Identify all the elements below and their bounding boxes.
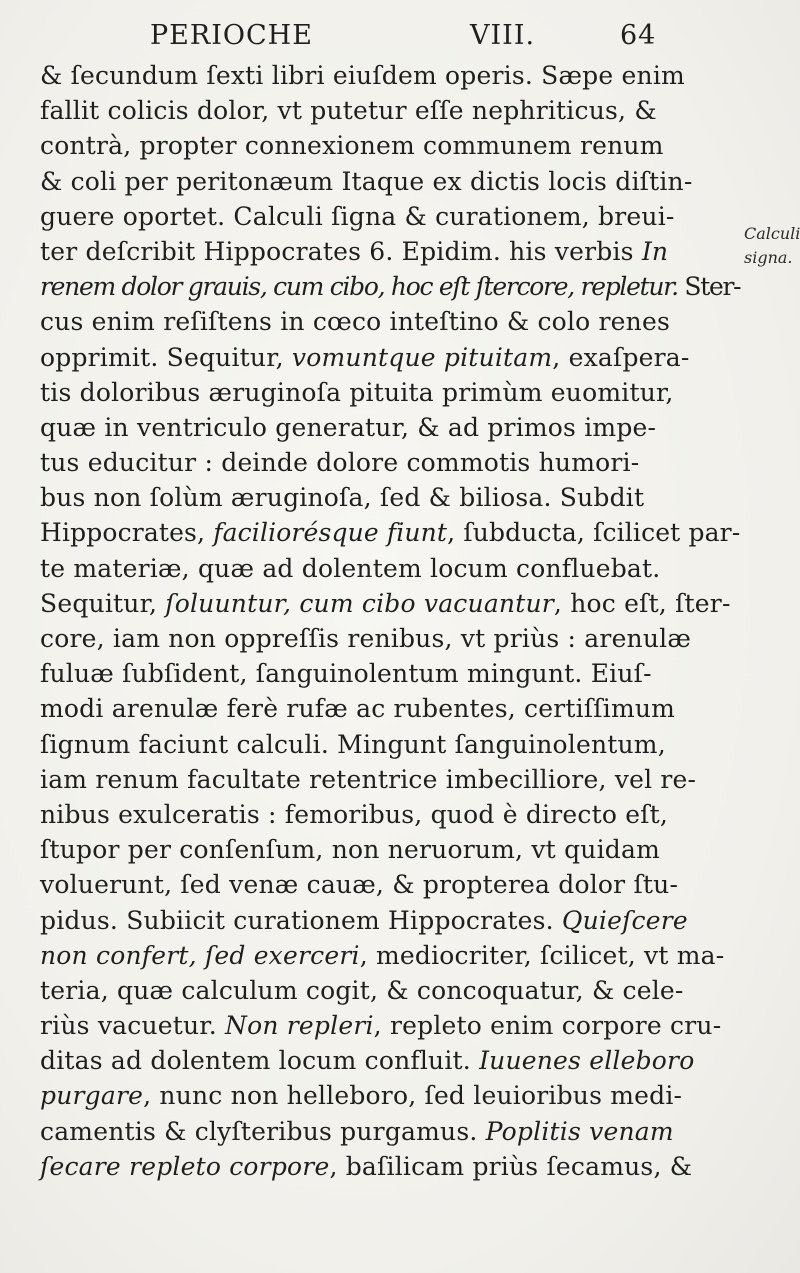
text-line: [40, 1008, 740, 1043]
text-run: nibus exulceratis : femoribus, quod è directo eſt,: [40, 799, 669, 829]
text-line: [40, 410, 740, 445]
text-line: [40, 551, 740, 586]
text-run: cus enim reſiſtens in cœco inteſtino & colo renes: [40, 307, 671, 337]
margin-note-line: Calculi: [744, 224, 800, 243]
text-line: [40, 58, 740, 93]
text-line: [40, 621, 740, 656]
text-line: [40, 515, 740, 550]
text-line: [40, 480, 740, 515]
running-header: [150, 20, 670, 60]
text-run: core, iam non oppreſſis renibus, vt priùs : arenulæ: [40, 624, 692, 653]
section-number: VIII.: [470, 20, 536, 51]
running-title: PERIOCHE: [150, 20, 313, 51]
text-run: riùs vacuetur.: [40, 1011, 225, 1041]
text-line: [40, 938, 740, 973]
italic-text-run: Non repleri: [225, 1011, 374, 1041]
text-run: fallit colicis dolor, vt putetur eſſe nephriticus, &: [40, 96, 657, 126]
text-line: [40, 903, 740, 938]
text-line: [40, 586, 740, 621]
italic-text-run: ſoluuntur, cum cibo vacuantur: [165, 588, 554, 618]
text-run: opprimit. Sequitur,: [40, 342, 292, 372]
text-run: quæ in ventriculo generatur, & ad primos impe-: [40, 412, 657, 442]
text-line: [40, 656, 740, 691]
text-line: [40, 234, 740, 269]
text-line: [40, 867, 740, 902]
text-line: [40, 727, 740, 762]
text-line: [40, 762, 740, 797]
text-line: [40, 1078, 740, 1113]
text-run: Hippocrates,: [40, 518, 214, 548]
text-run: contrà, propter connexionem communem renum: [40, 131, 664, 161]
italic-text-run: Poplitis venam: [485, 1116, 674, 1146]
italic-text-run: ſecare repleto corpore: [40, 1151, 330, 1181]
italic-text-run: vomuntque pituitam: [291, 342, 553, 372]
text-run: modi arenulæ ferè rufæ ac rubentes, certiſſimum: [40, 694, 676, 724]
text-line: [40, 164, 740, 199]
text-line: [40, 199, 740, 234]
text-line: [40, 691, 740, 726]
italic-text-run: Iuuenes elleboro: [479, 1046, 695, 1076]
margin-note: [744, 222, 800, 270]
text-run: bus non ſolùm æruginoſa, ſed & biliosa. Subdit: [40, 483, 645, 513]
text-run: , repleto enim corpore cru-: [373, 1011, 722, 1041]
text-line: [40, 304, 740, 339]
text-run: teria, quæ calculum cogit, & concoquatur, & cele-: [40, 975, 684, 1005]
text-line: [40, 1114, 740, 1149]
text-run: , nunc non helleboro, ſed leuioribus medi-: [143, 1081, 683, 1111]
text-run: , hoc eſt, ſter-: [553, 588, 731, 618]
text-line: [40, 832, 740, 867]
text-line: [40, 340, 740, 375]
text-run: Sequitur,: [40, 588, 166, 618]
italic-text-run: In: [641, 236, 669, 266]
text-run: fuluæ ſubſident, ſanguinolentum mingunt. Eiuſ-: [40, 659, 652, 689]
text-line: [40, 445, 740, 480]
italic-text-run: Quieſcere: [561, 905, 688, 935]
page-number: 64: [620, 20, 657, 51]
text-run: te materiæ, quæ ad dolentem locum confluebat.: [40, 553, 661, 583]
text-run: ſtupor per conſenſum, non neruorum, vt quidam: [40, 835, 660, 865]
text-run: , mediocriter, ſcilicet, vt ma-: [359, 940, 725, 970]
text-run: camentis & clyſteribus purgamus.: [40, 1116, 486, 1146]
text-run: iam renum facultate retentrice imbecilliore, vel re-: [40, 764, 697, 794]
margin-note-line: signa.: [744, 248, 793, 267]
text-line: [40, 269, 740, 304]
text-line: [40, 375, 740, 410]
text-run: & coli per peritonæum Itaque ex dictis locis diſtin-: [40, 166, 693, 196]
text-line: [40, 797, 740, 832]
italic-text-run: non confert, ſed exerceri: [40, 940, 360, 970]
text-run: ter deſcribit Hippocrates 6. Epidim. his verbis: [40, 236, 642, 266]
text-line: [40, 128, 740, 163]
body-text: [40, 58, 740, 1184]
text-line: [40, 1043, 740, 1078]
text-run: guere oportet. Calculi ſigna & curationem, breui-: [40, 201, 675, 231]
text-run: , ſubducta, ſcilicet par-: [447, 518, 741, 548]
italic-text-run: renem dolor grauis, cum cibo, hoc eſt ſtercore, repletur.: [40, 272, 678, 302]
text-run: , baſilicam priùs ſecamus, &: [329, 1151, 693, 1181]
text-run: ſignum faciunt calculi. Mingunt ſanguinolentum,: [40, 729, 666, 759]
text-run: tus educitur : deinde dolore commotis humori-: [40, 448, 640, 478]
text-run: ditas ad dolentem locum confluit.: [40, 1046, 480, 1076]
text-run: pidus. Subiicit curationem Hippocrates.: [40, 905, 562, 935]
text-line: [40, 1149, 740, 1184]
text-run: , exaſpera-: [552, 342, 690, 372]
text-line: [40, 973, 740, 1008]
text-run: Ster-: [677, 272, 741, 302]
italic-text-run: faciliorésque fiunt: [213, 518, 448, 548]
text-run: voluerunt, ſed venæ cauæ, & propterea dolor ſtu-: [40, 870, 679, 900]
italic-text-run: purgare: [40, 1081, 144, 1111]
text-line: [40, 93, 740, 128]
text-run: tis doloribus æruginoſa pituita primùm euomitur,: [40, 377, 674, 407]
text-run: & ſecundum ſexti libri eiuſdem operis. Sæpe enim: [40, 61, 685, 90]
